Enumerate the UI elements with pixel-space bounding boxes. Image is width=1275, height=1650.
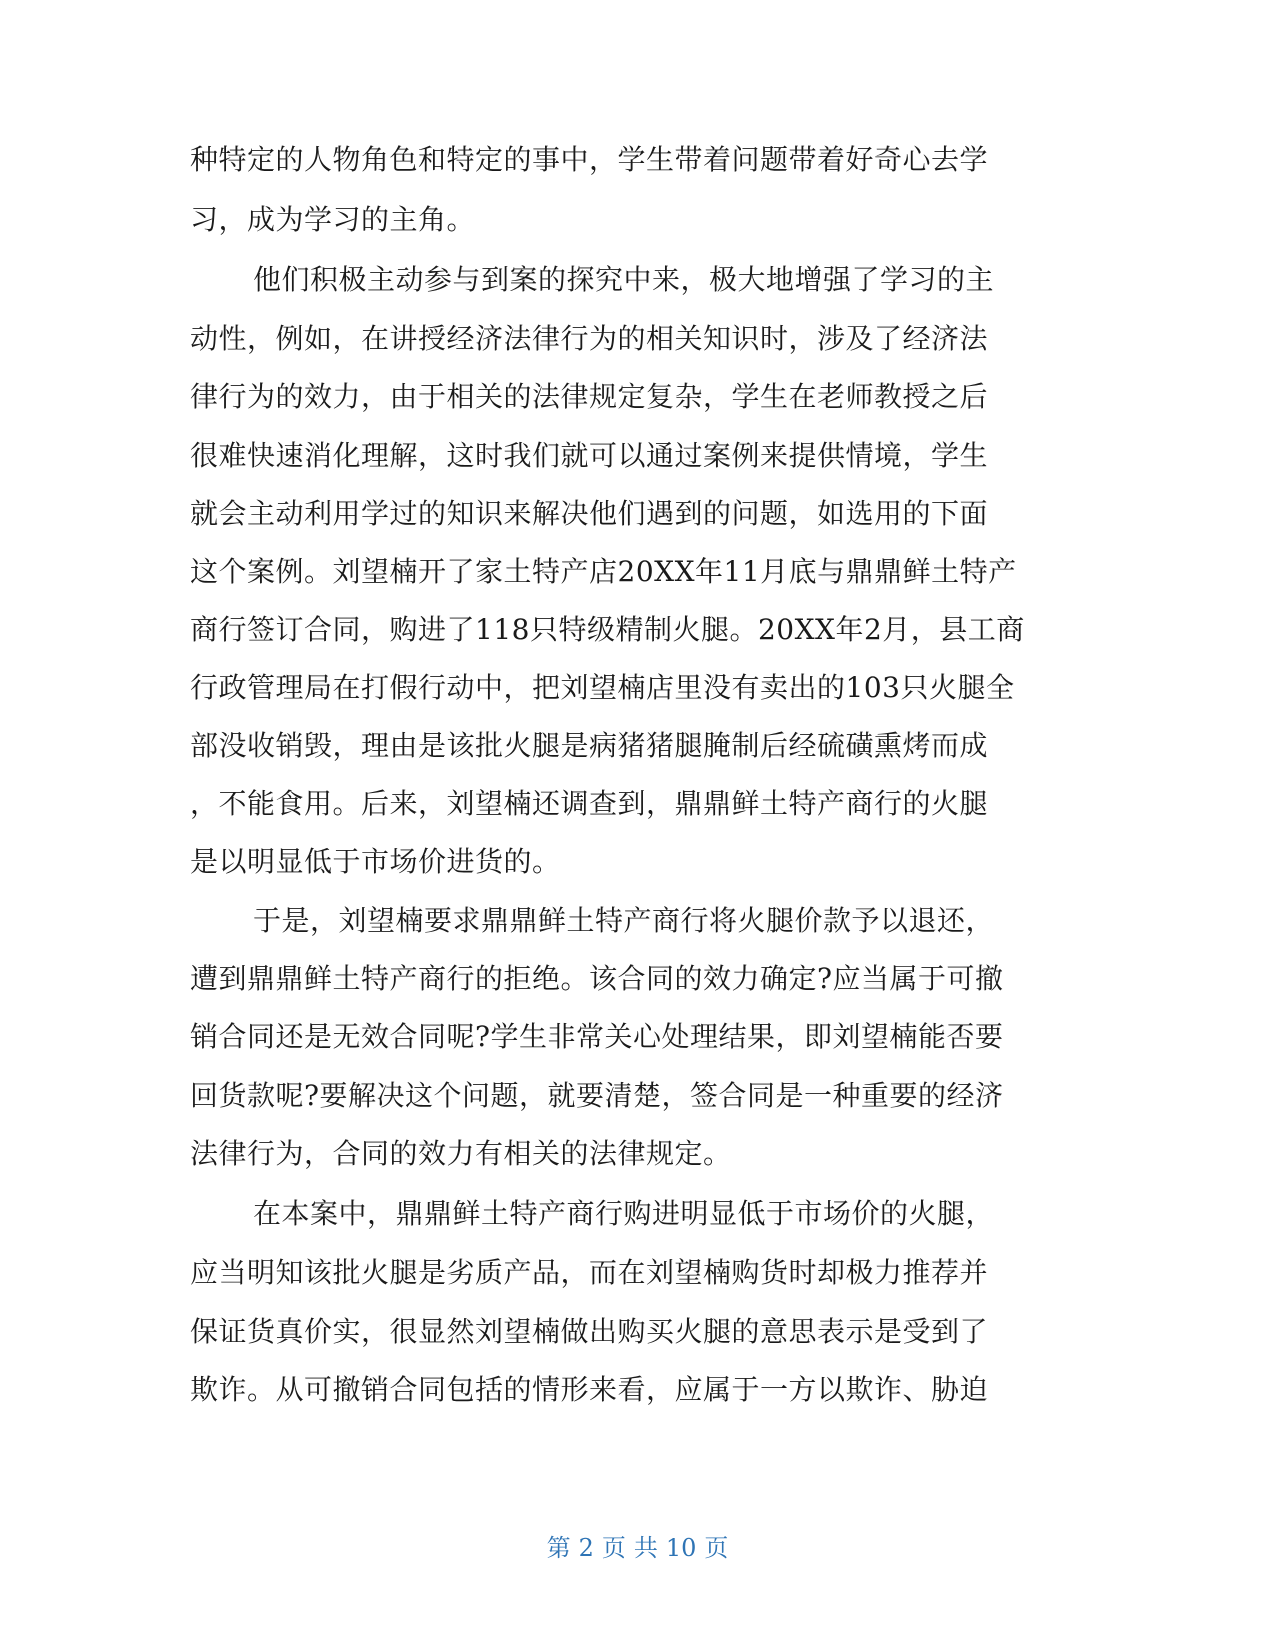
text-line: 应当明知该批火腿是劣质产品，而在刘望楠购货时却极力推荐并 xyxy=(190,1256,989,1289)
text-line: 法律行为，合同的效力有相关的法律规定。 xyxy=(190,1137,732,1170)
text-line: 就会主动利用学过的知识来解决他们遇到的问题，如选用的下面 xyxy=(190,497,989,530)
page-label-prefix: 第 xyxy=(546,1534,571,1562)
total-label-prefix: 共 xyxy=(633,1534,658,1562)
text-line: 是以明显低于市场价进货的。 xyxy=(190,845,561,878)
total-label-unit: 页 xyxy=(704,1534,729,1562)
paragraph-start-line: 于是，刘望楠要求鼎鼎鲜土特产商行将火腿价款予以退还， xyxy=(253,904,995,937)
paragraph-start-line: 他们积极主动参与到案的探究中来，极大地增强了学习的主 xyxy=(253,263,995,296)
text-line: 种特定的人物角色和特定的事中，学生带着问题带着好奇心去学 xyxy=(190,143,989,176)
text-line: 商行签订合同，购进了118只特级精制火腿。20XX年2月，县工商 xyxy=(190,613,1025,646)
text-line: 习，成为学习的主角。 xyxy=(190,203,476,236)
text-line: 部没收销毁，理由是该批火腿是病猪猪腿腌制后经硫磺熏烤而成 xyxy=(190,729,989,762)
text-line: 动性，例如，在讲授经济法律行为的相关知识时，涉及了经济法 xyxy=(190,322,989,355)
text-line: 这个案例。刘望楠开了家土特产店20XX年11月底与鼎鼎鲜土特产 xyxy=(190,555,1017,588)
text-line: 遭到鼎鼎鲜土特产商行的拒绝。该合同的效力确定?应当属于可撤 xyxy=(190,962,1004,995)
text-line: 销合同还是无效合同呢?学生非常关心处理结果，即刘望楠能否要 xyxy=(190,1020,1004,1053)
text-line: 律行为的效力，由于相关的法律规定复杂，学生在老师教授之后 xyxy=(190,380,989,413)
current-page-number: 2 xyxy=(578,1534,594,1562)
paragraph-start-line: 在本案中，鼎鼎鲜土特产商行购进明显低于市场价的火腿， xyxy=(253,1197,995,1230)
text-line: ，不能食用。后来，刘望楠还调查到，鼎鼎鲜土特产商行的火腿 xyxy=(190,787,989,820)
text-line: 保证货真价实，很显然刘望楠做出购买火腿的意思表示是受到了 xyxy=(190,1315,989,1348)
total-page-count: 10 xyxy=(665,1534,697,1562)
text-line: 很难快速消化理解，这时我们就可以通过案例来提供情境，学生 xyxy=(190,439,989,472)
text-line: 行政管理局在打假行动中，把刘望楠店里没有卖出的103只火腿全 xyxy=(190,671,1015,704)
page-label-unit: 页 xyxy=(601,1534,626,1562)
text-line: 欺诈。从可撤销合同包括的情形来看，应属于一方以欺诈、胁迫 xyxy=(190,1373,989,1406)
page-footer xyxy=(0,1532,1275,1564)
text-line: 回货款呢?要解决这个问题，就要清楚，签合同是一种重要的经济 xyxy=(190,1079,1004,1112)
